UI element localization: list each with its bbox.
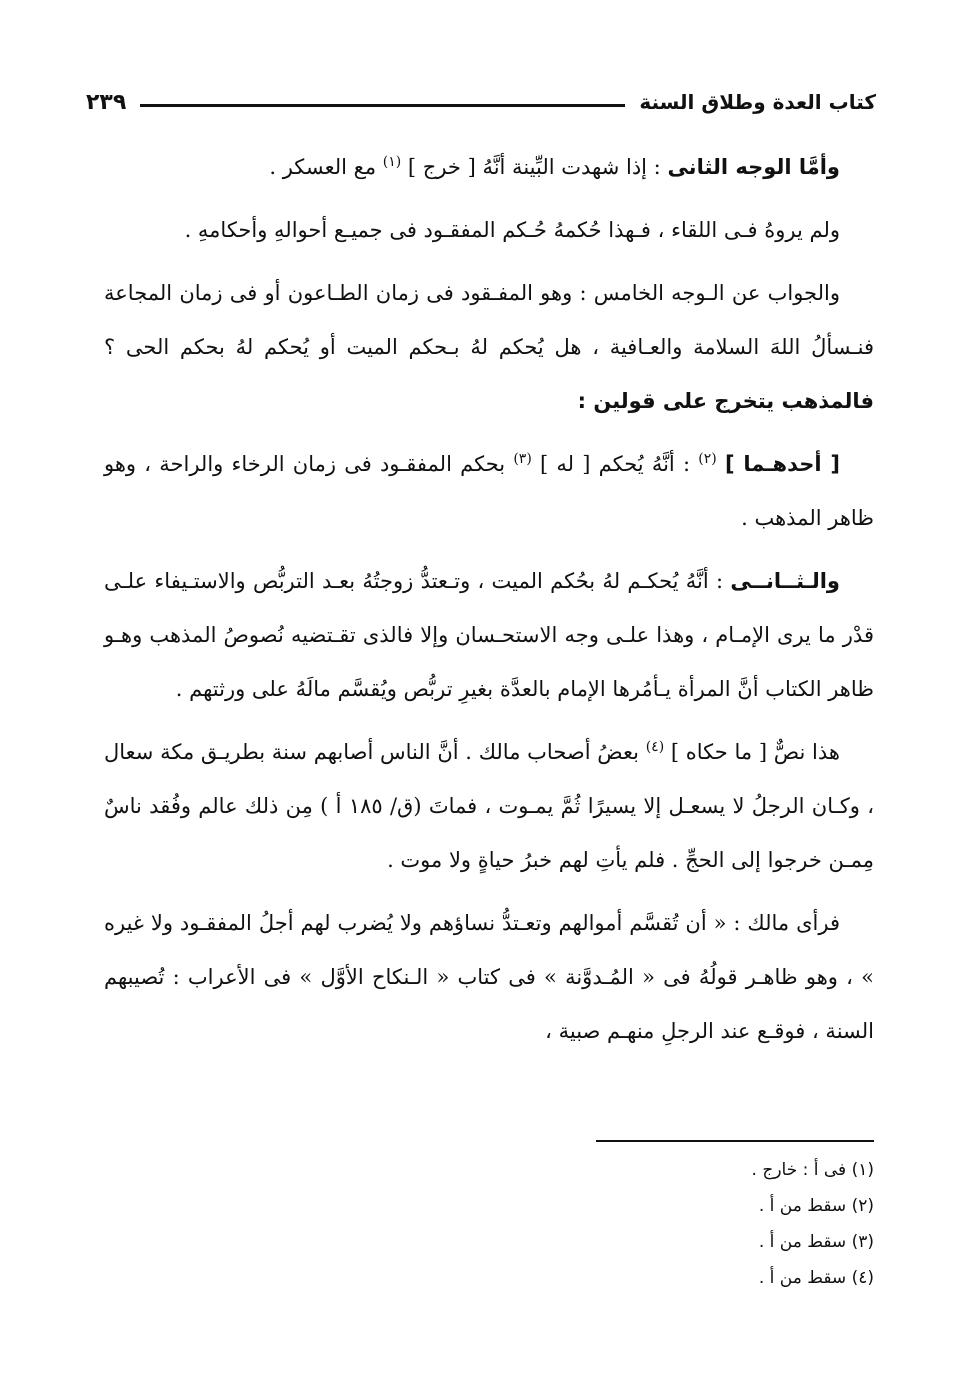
page-number: ٢٣٩ <box>86 89 127 115</box>
footnote-item: (٢) سقط من أ . <box>758 1196 874 1216</box>
footnote-ref: (١) <box>382 154 402 170</box>
paragraph-second-opinion <box>104 554 874 716</box>
paragraph-fifth-aspect <box>104 266 874 428</box>
paragraph-second-aspect <box>104 140 874 194</box>
paragraph-meeting <box>104 203 874 257</box>
paragraph-text: بعضُ أصحاب مالك . أنَّ الناس أصابهم سنة بطريـق مكة سعال ، وكـان الرجلُ لا يسعـل إلا يسيرًا ثُمَّ يمـوت ، فماتَ (ق/ ١٨٥ أ ) مِن ذلك عالم وفُقد ناسٌ مِمـن خرجوا إلى الحجِّ . فلم يأتِ لهم خبرُ حياةٍ ولا موت . <box>104 740 874 872</box>
footnotes <box>374 1152 874 1296</box>
footnote-separator <box>596 1140 874 1142</box>
paragraph-text: والجواب عن الـوجه الخامس : وهو المفـقود فى زمان الطـاعون أو فى زمان المجاعة فنـسألُ اللهَ السلامة والعـافية ، هل يُحكم لهُ بـحكم الميت أو يُحكم لهُ بحكم الحى ؟ <box>104 281 874 359</box>
footnote-ref: (٤) <box>645 739 665 755</box>
paragraph-text: هذا نصٌّ [ ما حكاه ] <box>664 740 840 764</box>
paragraph-text: : إذا شهدت البِّينة أنَّهُ [ خرج ] <box>401 155 668 179</box>
footnote-ref: (٣) <box>513 451 532 467</box>
paragraph-lead: والـثــانــى <box>730 569 840 593</box>
paragraph-text: مع العسكر . <box>269 155 383 179</box>
paragraph-bold-phrase: فالمذهب يتخرج على قولين : <box>577 389 874 413</box>
footnote-ref: (٢) <box>698 451 717 467</box>
header-rule <box>140 104 625 107</box>
paragraph-text: : أنَّهُ يُحكـم لهُ بحُكم الميت ، وتـعتدُّ زوجتُهُ بعـد التربُّص والاستـيفاء علـى قدْر ما يرى الإمـام ، وهذا علـى وجه الاستحـسان وإلا فالذى تقـتضيه نُصوصُ المذهب وهـو ظاهر الكتاب أنَّ المرأة يـأمُرها الإمام بالعدَّة بغيرِ تربُّص ويُقسَّم مالَهُ على ورثتهم . <box>104 569 874 701</box>
paragraph-malik-opinion <box>104 896 874 1058</box>
paragraph-lead: [ أحدهـما ] <box>724 452 840 476</box>
footnote-item: (٣) سقط من أ . <box>758 1232 874 1252</box>
footnote-item: (١) فى أ : خارج . <box>751 1160 874 1180</box>
running-header <box>86 84 876 120</box>
main-text <box>104 140 874 1067</box>
paragraph-text: : أنَّهُ يُحكم [ له ] <box>531 452 699 476</box>
paragraph-text: بحكم المفقـود فى زمان الرخاء والراحة ، وهو ظاهر المذهب . <box>104 452 874 530</box>
paragraph-text: ولم يروهُ فـى اللقاء ، فـهذا حُكمهُ حُـكم المفقـود فى جميـع أحوالهِ وأحكامهِ . <box>184 218 840 242</box>
footnote-item: (٤) سقط من أ . <box>758 1268 874 1288</box>
running-header-title: كتاب العدة وطلاق السنة <box>639 90 876 114</box>
paragraph-text: فرأى مالك : « أن تُقسَّم أموالهم وتعـتدُّ نساؤهم ولا يُضرب لهم أجلُ المفقـود ولا غيره » ، وهو ظاهـر قولُهُ فى « المُـدوَّنة » فى كتاب « الـنكاح الأوَّل » فى الأعراب : تُصيبهم السنة ، فوقـع عند الرجلِ منهـم صبية ، <box>104 911 874 1043</box>
paragraph-first-opinion <box>104 437 874 545</box>
paragraph-malik-report <box>104 725 874 887</box>
paragraph-lead: وأمَّا الوجه الثانى <box>667 155 840 179</box>
